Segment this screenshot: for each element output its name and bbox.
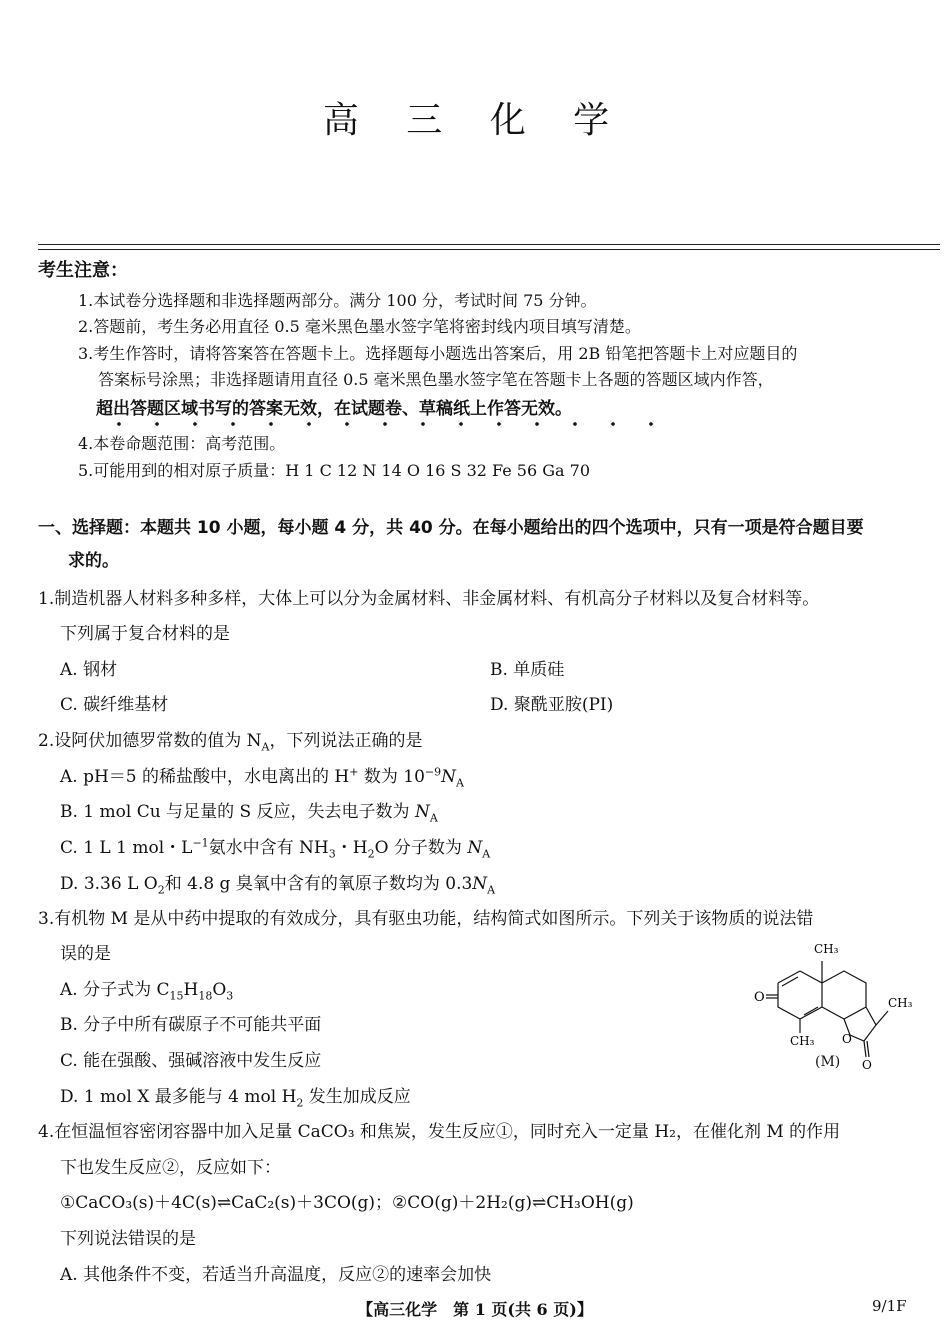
q2-option-b: B. 1 mol Cu 与足量的 S 反应，失去电子数为 $N_A$ bbox=[60, 802, 438, 825]
q2-option-c: C. 1 L 1 mol・$L^{-1}$氨水中含有 $NH_3$・$H_2O$ 分子数为 $N_A$ bbox=[60, 836, 491, 861]
q2-stem: 2.设阿伏加德罗常数的值为 $N_A$，下列说法正确的是 bbox=[38, 731, 423, 754]
svg-text:O: O bbox=[754, 990, 765, 1005]
notice-item-3-emphasis: 超出答题区域书写的答案无效，在试题卷、草稿纸上作答无效。 bbox=[96, 399, 572, 419]
q4-stem: 4.在恒温恒容密闭容器中加入足量 CaCO₃ 和焦炭，发生反应①，同时充入一定量 H₂，在催化剂 M 的作用 bbox=[38, 1122, 841, 1142]
q1-stem: 1.制造机器人材料多种多样，大体上可以分为金属材料、非金属材料、有机高分子材料以及复合材料等。 bbox=[38, 589, 820, 609]
notice-item-1: 1.本试卷分选择题和非选择题两部分。满分 100 分，考试时间 75 分钟。 bbox=[78, 291, 597, 310]
title-rule-thick bbox=[38, 244, 940, 245]
q3-option-a: A. 分子式为 $C_{15}H_{18}O_3$ bbox=[60, 980, 234, 1003]
notice-item-5: 5.可能用到的相对原子质量：H 1 C 12 N 14 O 16 S 32 Fe 56 Ga 70 bbox=[78, 461, 591, 480]
svg-text:CH₃: CH₃ bbox=[790, 1034, 815, 1048]
title-rule-thin bbox=[38, 249, 940, 250]
svg-text:CH₃: CH₃ bbox=[888, 996, 913, 1010]
svg-text:CH₃: CH₃ bbox=[814, 942, 839, 956]
svg-text:O: O bbox=[842, 1032, 852, 1046]
q3-stem: 3.有机物 M 是从中药中提取的有效成分，具有驱虫功能，结构简式如图所示。下列关于该物质的说法错 bbox=[38, 909, 814, 929]
q1-option-a: A. 钢材 bbox=[60, 660, 118, 680]
emphasis-dots bbox=[100, 420, 670, 428]
q3-stem-cont: 误的是 bbox=[60, 944, 111, 964]
q1-stem-cont: 下列属于复合材料的是 bbox=[60, 624, 230, 644]
section-heading: 一、选择题：本题共 10 小题，每小题 4 分，共 40 分。在每小题给出的四个选项中，只有一项是符合题目要 bbox=[38, 518, 864, 538]
notice-heading: 考生注意： bbox=[38, 260, 128, 281]
page-title: 高 三 化 学 bbox=[322, 100, 628, 141]
notice-item-3: 3.考生作答时，请将答案答在答题卡上。选择题每小题选出答案后，用 2B 铅笔把答题卡上对应题目的 bbox=[78, 344, 798, 363]
page-footer: 【高三化学 第 1 页(共 6 页)】 bbox=[357, 1300, 593, 1319]
molecule-label: (M) bbox=[815, 1054, 841, 1070]
notice-item-3-cont: 答案标号涂黑；非选择题请用直径 0.5 毫米黑色墨水签字笔在答题卡上各题的答题区域内作答， bbox=[98, 370, 774, 389]
svg-text:O: O bbox=[862, 1058, 872, 1072]
notice-item-4: 4.本卷命题范围：高考范围。 bbox=[78, 434, 286, 453]
q2-option-d: D. 3.36 L $O_2$和 4.8 g 臭氧中含有的氧原子数均为 $0.3N_A$ bbox=[60, 874, 496, 897]
q4-option-a: A. 其他条件不变，若适当升高温度，反应②的速率会加快 bbox=[60, 1265, 492, 1285]
q4-stem-question: 下列说法错误的是 bbox=[60, 1229, 196, 1249]
q4-stem-cont: 下也发生反应②，反应如下： bbox=[60, 1158, 281, 1178]
q1-option-d: D. 聚酰亚胺(PI) bbox=[490, 695, 614, 715]
section-heading-cont: 求的。 bbox=[68, 551, 119, 571]
page-code: 9/1F bbox=[872, 1297, 907, 1315]
notice-item-2: 2.答题前，考生务必用直径 0.5 毫米黑色墨水签字笔将密封线内项目填写清楚。 bbox=[78, 317, 641, 336]
q3-option-d: D. 1 mol X 最多能与 4 mol $H_2$ 发生加成反应 bbox=[60, 1087, 411, 1110]
q4-equations: ①CaCO₃(s)＋4C(s)⇌CaC₂(s)＋3CO(g)；②CO(g)＋2H₂(g)⇌CH₃OH(g) bbox=[60, 1193, 634, 1213]
q1-option-b: B. 单质硅 bbox=[490, 660, 565, 680]
q2-option-a: A. pH＝5 的稀盐酸中，水电离出的 H+ 数为 $10^{-9}N_A$ bbox=[60, 765, 464, 790]
q3-option-b: B. 分子中所有碳原子不可能共平面 bbox=[60, 1015, 322, 1035]
q1-option-c: C. 碳纤维基材 bbox=[60, 695, 169, 715]
q3-option-c: C. 能在强酸、强碱溶液中发生反应 bbox=[60, 1051, 322, 1071]
